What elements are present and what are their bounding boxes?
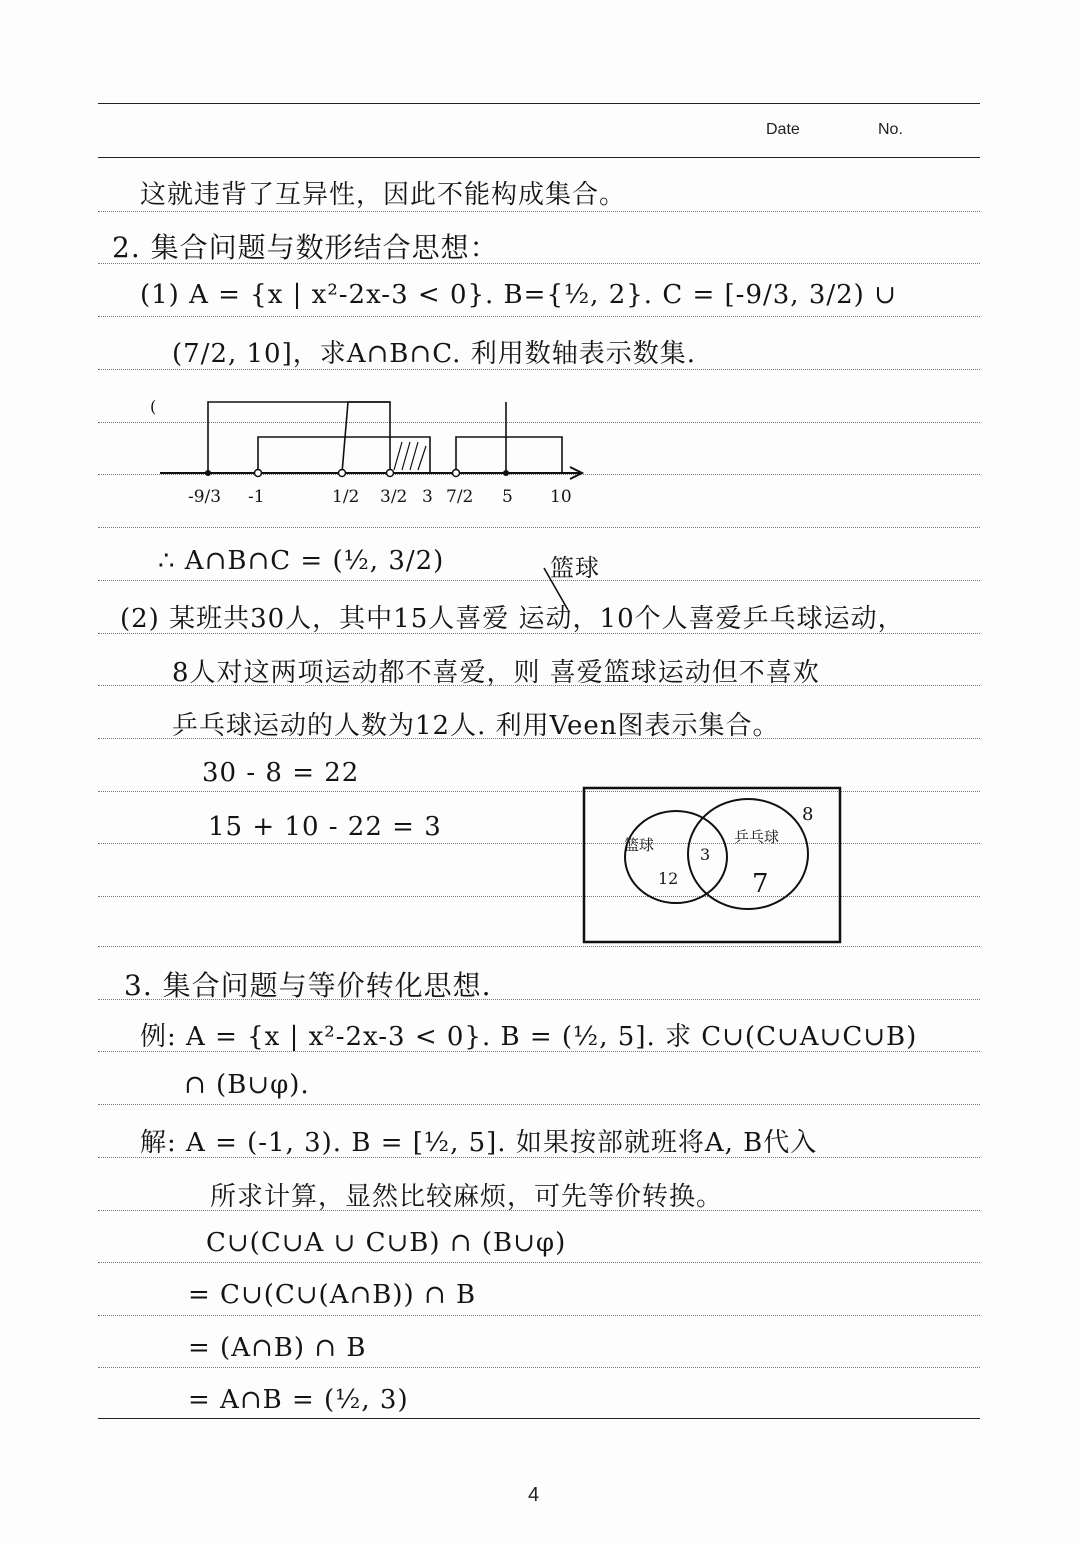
line-conclusion: 这就违背了互异性，因此不能构成集合。 xyxy=(140,180,627,210)
venn-diagram xyxy=(580,784,844,946)
problem-1-line-b: (7/2, 10]，求A∩B∩C. 利用数轴表示数集. xyxy=(172,339,696,369)
solution-line-a: 解: A = (-1, 3). B = [½, 5]. 如果按部就班将A, B代入 xyxy=(140,1128,818,1158)
ruled-line xyxy=(98,1367,980,1368)
venn-left-label: 篮球 xyxy=(624,836,655,854)
point-open xyxy=(387,470,394,477)
venn-right-count: 7 xyxy=(752,869,769,899)
ruled-line xyxy=(98,1104,980,1105)
number-line-diagram xyxy=(140,390,600,520)
solution-line-b: 所求计算，显然比较麻烦，可先等价转换。 xyxy=(210,1182,724,1212)
problem-2-line-c: 乒乓球运动的人数为12人. 利用Veen图表示集合。 xyxy=(172,711,780,741)
page-number: 4 xyxy=(528,1484,540,1506)
point-closed xyxy=(503,470,509,476)
ruled-line xyxy=(98,843,980,844)
tick-label: 5 xyxy=(502,487,513,507)
ruled-line xyxy=(98,580,980,581)
problem-2-line-b: 8人对这两项运动都不喜爱，则 喜爱篮球运动但不喜欢 xyxy=(172,658,820,688)
header-top-rule xyxy=(98,103,980,104)
header-bottom-rule xyxy=(98,157,980,158)
tick-label: 3 xyxy=(422,487,433,507)
point-closed xyxy=(205,470,211,476)
tick-label: 1/2 xyxy=(332,487,360,507)
ruled-line xyxy=(98,946,980,947)
point-open xyxy=(339,470,346,477)
tick-label: 7/2 xyxy=(446,487,474,507)
calc-line-2: 15 + 10 - 22 = 3 xyxy=(208,812,442,842)
point-open xyxy=(453,470,460,477)
calc-line-1: 30 - 8 = 22 xyxy=(202,758,360,788)
tick-label: 3/2 xyxy=(380,487,408,507)
example-line-a: 例: A = {x | x²-2x-3 < 0}. B = (½, 5]. 求 C∪(C∪A∪C∪B) xyxy=(140,1022,918,1052)
corner-mark: ( xyxy=(150,397,157,416)
venn-intersection-count: 3 xyxy=(700,845,711,864)
margin-annotation: 篮球 xyxy=(550,554,600,582)
no-label: No. xyxy=(878,121,903,138)
ruled-line xyxy=(98,316,980,317)
problem-1-line-a: (1) A = {x | x²-2x-3 < 0}. B={½, 2}. C = [-9/3, 3/2) ∪ xyxy=(140,280,897,310)
section-2-title: 2. 集合问题与数形结合思想： xyxy=(112,231,499,264)
footer-rule xyxy=(98,1418,980,1419)
tick-label: -9/3 xyxy=(188,487,222,507)
problem-2-line-a: (2) 某班共30人，其中15人喜爱 运动，10个人喜爱乒乓球运动， xyxy=(120,604,905,634)
ruled-line xyxy=(98,896,980,897)
derivation-step-1: C∪(C∪A ∪ C∪B) ∩ (B∪φ) xyxy=(206,1228,567,1258)
derivation-step-2: = C∪(C∪(A∩B)) ∩ B xyxy=(188,1280,477,1310)
hatched-region xyxy=(394,442,426,470)
venn-right-label: 乒乓球 xyxy=(734,828,780,846)
point-open xyxy=(255,470,262,477)
ruled-line xyxy=(98,1315,980,1316)
derivation-step-4: = A∩B = (½, 3) xyxy=(188,1385,409,1415)
example-line-b: ∩ (B∪φ). xyxy=(184,1070,310,1100)
tick-label: 10 xyxy=(550,487,572,507)
derivation-step-3: = (A∩B) ∩ B xyxy=(188,1333,367,1363)
ruled-line xyxy=(98,1262,980,1263)
venn-left-count: 12 xyxy=(658,869,679,888)
date-label: Date xyxy=(766,121,800,138)
set-basketball-circle xyxy=(625,811,727,903)
interval-c2 xyxy=(456,437,562,473)
tick-label: -1 xyxy=(248,487,265,507)
ruled-line xyxy=(98,211,980,212)
result-1: ∴ A∩B∩C = (½, 3/2) xyxy=(158,546,445,576)
venn-outside-count: 8 xyxy=(802,804,814,825)
ruled-line xyxy=(98,791,980,792)
section-3-title: 3. 集合问题与等价转化思想. xyxy=(124,969,492,1002)
ruled-line xyxy=(98,527,980,528)
